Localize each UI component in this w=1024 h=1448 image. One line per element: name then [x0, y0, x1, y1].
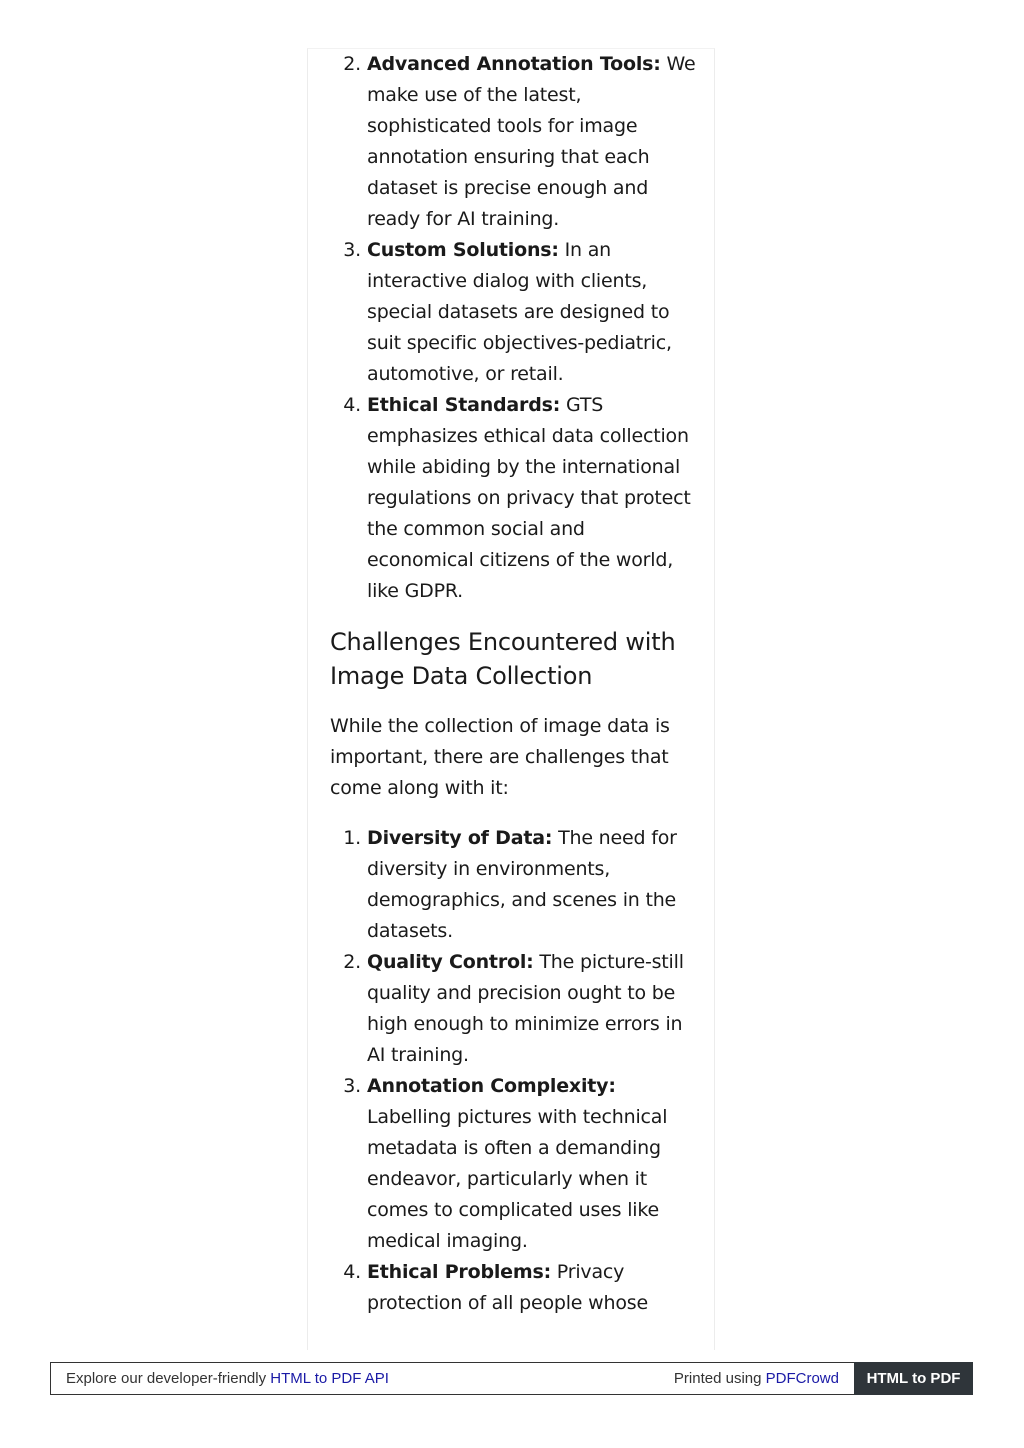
footer-printed-text: Printed using [673, 1370, 766, 1387]
pdfcrowd-footer [50, 1362, 973, 1395]
html-to-pdf-api-link[interactable]: HTML to PDF API [270, 1370, 389, 1387]
list-item-text: The need for diversity in environments, demographics, and scenes in the datasets. [367, 827, 677, 942]
list-item [330, 390, 696, 607]
footer-printed [674, 1363, 839, 1394]
footer-explore [66, 1363, 389, 1394]
list-item-title: Annotation Complexity: [367, 1075, 616, 1097]
list-item-number: 1. [343, 827, 361, 849]
html-to-pdf-badge[interactable]: HTML to PDF [854, 1362, 973, 1395]
list-item [330, 1071, 696, 1257]
section-intro: While the collection of image data is important, there are challenges that come along with it: [330, 715, 670, 799]
list-item-text: Privacy protection of all people whose [367, 1261, 648, 1314]
list-item-text: In an interactive dialog with clients, special datasets are designed to suit specific objectives-pediatric, automotive, or retail. [367, 239, 672, 385]
list-item [330, 823, 696, 947]
list-item-number: 3. [343, 1075, 361, 1097]
article-column [307, 48, 715, 1350]
list-item-title: Diversity of Data: [367, 827, 553, 849]
list-item-title: Ethical Problems: [367, 1261, 551, 1283]
list-item-number: 4. [343, 1261, 361, 1283]
footer-explore-text: Explore our developer-friendly [66, 1370, 271, 1387]
section-heading: Challenges Encountered with Image Data Collection [330, 628, 676, 690]
list-item [330, 1257, 696, 1319]
list-item-title: Ethical Standards: [367, 394, 561, 416]
list-item-number: 3. [343, 239, 361, 261]
challenges-list [330, 823, 696, 1319]
pdfcrowd-link[interactable]: PDFCrowd [765, 1370, 839, 1387]
list-item-text: Labelling pictures with technical metadata is often a demanding endeavor, particularly when it comes to complicated uses like medical imaging. [367, 1106, 668, 1252]
list-item-number: 2. [343, 951, 361, 973]
list-item-text: We make use of the latest, sophisticated tools for image annotation ensuring that each dataset is precise enough and ready for AI training. [367, 53, 696, 230]
list-item [330, 947, 696, 1071]
list-item-text: GTS emphasizes ethical data collection while abiding by the international regulations on privacy that protect the common social and economical citizens of the world, like GDPR. [367, 394, 691, 602]
list-item-title: Advanced Annotation Tools: [367, 53, 661, 75]
list-item-text: The picture-still quality and precision ought to be high enough to minimize errors in AI training. [367, 951, 684, 1066]
list-item-title: Custom Solutions: [367, 239, 559, 261]
list-item-title: Quality Control: [367, 951, 534, 973]
services-list [330, 49, 696, 607]
list-item [330, 235, 696, 390]
list-item-number: 4. [343, 394, 361, 416]
list-item [330, 49, 696, 235]
list-item-number: 2. [343, 53, 361, 75]
